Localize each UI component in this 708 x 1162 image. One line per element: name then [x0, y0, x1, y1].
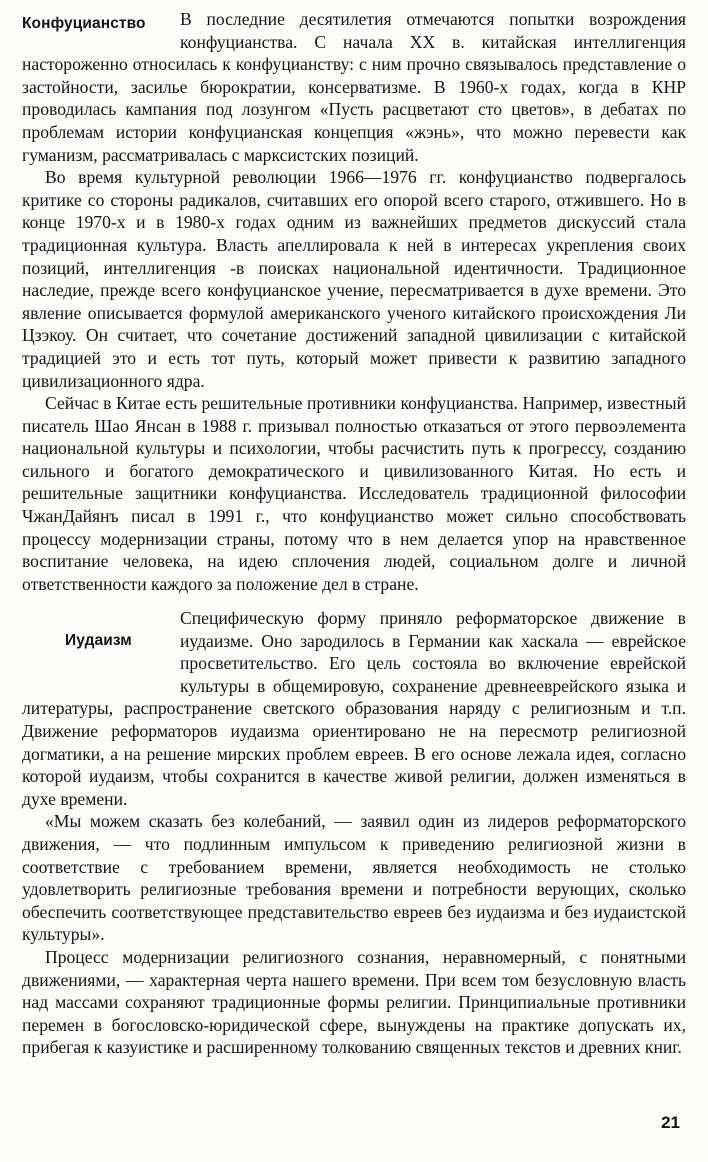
paragraph: Сейчас в Китае есть решительные противники конфуцианства. Например, известный писатель Шао Янсан в 1988 г. призывал полностью отказаться от этого первоэлемента национальной культуры и психологии, чтобы расчистить путь к прогрессу, созданию сильного и богатого демократического и цивилизованного Китая. Но есть и решительные защитники конфуцианства. Исследователь традиционной философии ЧжанДайянъ писал в 1991 г., что конфуцианство может сильно способствовать процессу модернизации страны, потому что в нем делается упор на нравственное воспитание человека, на идею сплочения людей, социальном долге и личной ответственности каждого за положение дел в стране. [22, 393, 686, 594]
paragraph: В последние десятилетия отмечаются попытки возрождения конфуцианства. С начала XX в. китайская интеллигенция настороженно относилась к конфуцианству: с ним прочно связывалось представление о застойности, засилье бюрократии, консерватизме. В 1960-х годах, когда в КНР проводилась кампания под лозунгом «Пусть расцветают сто цветов», в дебатах по проблемам истории конфуцианская концепция «жэнь», что можно перевести как гуманизм, рассматривалась с марксистских позиций. [22, 9, 686, 165]
paragraph: Во время культурной революции 1966—1976 гг. конфуцианство подвергалось критике со стороны радикалов, считавших его опорой всего старого, отжившего. Но в конце 1970-х и в 1980-х годах одним из важнейших предметов дискуссий стала традиционная культура. Власть апеллировала к ней в интересах укрепления своих позиций, интеллигенция -в поисках национальной идентичности. Традиционное наследие, прежде всего конфуцианское учение, пересматривается в духе времени. Это явление описывается формулой американского ученого китайского происхождения Ли Цзэкоу. Он считает, что сочетание достижений западной цивилизации с китайской традицией это и есть тот путь, который может привести к развитию западного цивилизационного ядра. [22, 167, 686, 391]
side-heading-confucianism: Конфуцианство [22, 15, 146, 32]
side-heading-judaism: Иудаизм [65, 632, 132, 649]
side-heading-container [22, 607, 180, 675]
paragraph: «Мы можем сказать без колебаний, — заявил один из лидеров реформаторского движения, — что подлинным импульсом к приведению религиозной жизни в соответствие с требованием времени, является необходимость не столько удовлетворить религиозные требования времени и потребности верующих, сколько обеспечить соответствующее представительство евреев без иудаизма и без иудаистской культуры». [22, 811, 686, 945]
paragraph: Процесс модернизации религиозного сознания, неравномерный, с понятными движениями, — характерная черта нашего времени. При всем том безусловную власть над массами сохраняют традиционные формы религии. Принципиальные противники перемен в богословско-юридической сфере, вынуждены на практике допускать их, прибегая к казуистике и расширенному толкованию священных текстов и древних книг. [22, 946, 686, 1058]
side-heading-container [22, 8, 180, 48]
section-confucianism [22, 8, 686, 595]
paragraph: Специфическую форму приняло реформаторское движение в иудаизме. Оно зародилось в Германии как хаскала — еврейское просветительство. Его цель состояла во включение еврейской культуры в общемировую, сохранение древнееврейского языка и литературы, распространение светского образования наряду с религиозным и т.п. Движение реформаторов иудаизма ориентировано не на пересмотр религиозной догматики, а на решение мирских проблем евреев. В его основе лежала идея, согласно которой иудаизм, чтобы сохранится в качестве живой религии, должен изменяться в духе времени. [22, 608, 686, 809]
page-number: 21 [661, 1113, 680, 1132]
section-judaism [22, 607, 686, 1059]
